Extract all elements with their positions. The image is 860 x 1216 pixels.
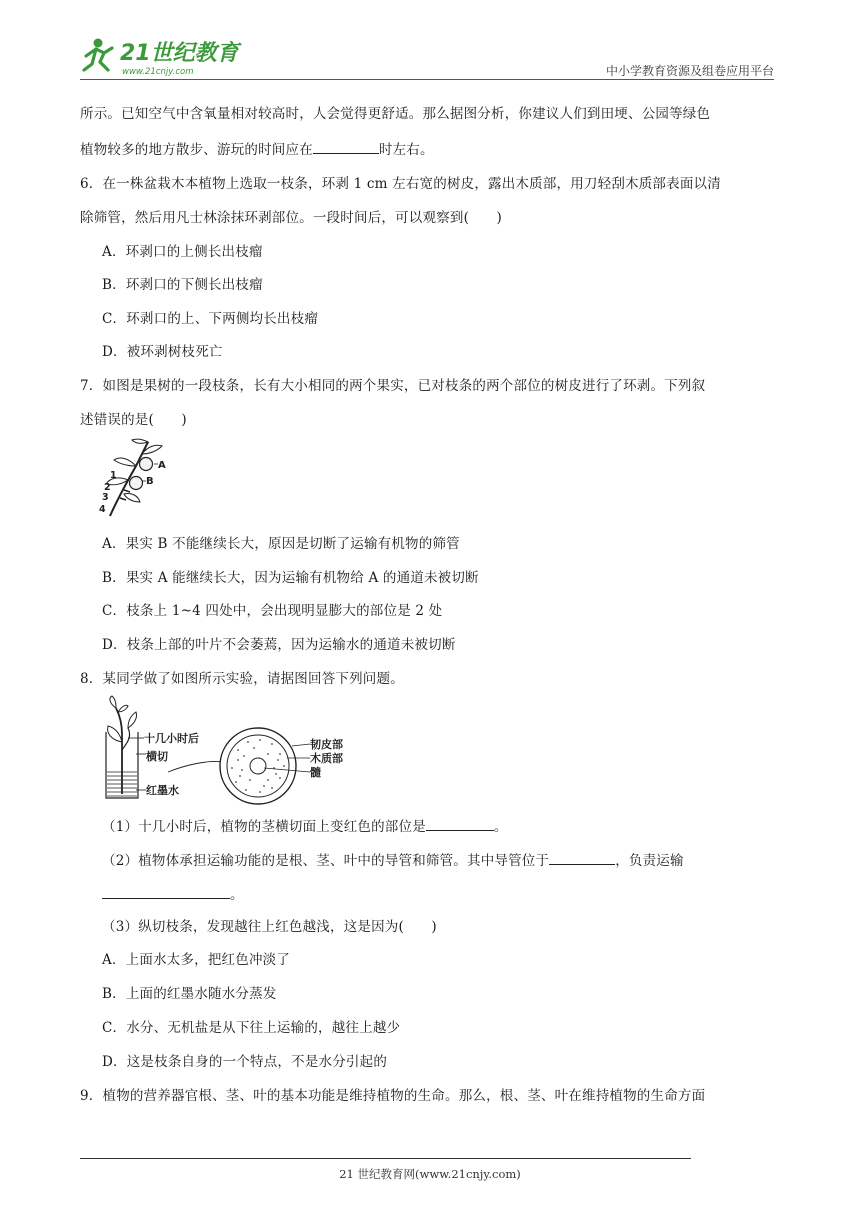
logo-sub-text: www.21cnjy.com [122, 67, 194, 77]
sub-question-2: （2）植物体承担运输功能的是根、茎、叶中的导管和筛管。其中导管位于 ，负责运输 [102, 850, 684, 871]
option-b: B．果实 A 能继续长大，因为运输有机物给 A 的通道未被切断 [102, 570, 479, 586]
platform-tagline: 中小学教育资源及组卷应用平台 [605, 64, 774, 78]
label-cross-cut: 横切 [146, 750, 168, 763]
option-a: A．上面水太多，把红色冲淡了 [102, 952, 291, 968]
question-9-stem: 9．植物的营养器官根、茎、叶的基本功能是维持植物的生命。那么，根、茎、叶在维持植物的生命方面 [80, 1088, 706, 1104]
answer-blank [549, 850, 615, 865]
option-c: C．水分、无机盐是从下往上运输的，越往上越少 [102, 1020, 401, 1036]
branch-fruit-figure [98, 436, 170, 518]
option-b: B．上面的红墨水随水分蒸发 [102, 986, 277, 1002]
label-pith: 髓 [310, 766, 321, 779]
text-line: 植物较多的地方散步、游玩的时间应在 时左右。 [80, 139, 434, 160]
option-c: C．枝条上 1~4 四处中，会出现明显膨大的部位是 2 处 [102, 603, 443, 619]
text-line: 所示。已知空气中含氧量相对较高时，人会觉得更舒适。那么据图分析，你建议人们到田埂、公园等绿色 [80, 106, 711, 122]
label-2: 2 [104, 482, 111, 493]
option-a: A．环剥口的上侧长出枝瘤 [102, 244, 263, 260]
question-7-stem: 7．如图是果树的一段枝条，长有大小相同的两个果实，已对枝条的两个部位的树皮进行了环剥。下列叙 [80, 378, 706, 394]
label-a: A [158, 460, 166, 471]
option-d: D．这是枝条自身的一个特点，不是水分引起的 [102, 1054, 388, 1070]
footer-divider [80, 1158, 691, 1159]
label-1: 1 [110, 470, 117, 481]
logo-main-text: 21世纪教育 [120, 41, 239, 66]
option-d: D．被环剥树枝死亡 [102, 344, 223, 360]
option-a: A．果实 B 不能继续长大，原因是切断了运输有机物的筛管 [102, 536, 460, 552]
label-3: 3 [102, 492, 109, 503]
sub-question-3: （3）纵切枝条，发现越往上红色越浅，这是因为( ) [102, 919, 437, 935]
label-xylem: 木质部 [310, 752, 343, 765]
label-after-hours: 十几小时后 [144, 732, 199, 745]
page-header [80, 28, 774, 80]
question-8-stem: 8．某同学做了如图所示实验，请据图回答下列问题。 [80, 671, 404, 687]
question-6-stem: 6．在一株盆栽木本植物上选取一枝条，环剥 1 cm 左右宽的树皮，露出木质部，用刀轻刮木质部表面以清 [80, 176, 721, 192]
label-phloem: 韧皮部 [310, 738, 343, 751]
answer-blank [426, 816, 494, 831]
question-6-stem: 除筛管，然后用凡士林涂抹环剥部位。一段时间后，可以观察到( ) [80, 210, 502, 226]
option-c: C．环剥口的上、下两侧均长出枝瘤 [102, 311, 319, 327]
option-b: B．环剥口的下侧长出枝瘤 [102, 277, 263, 293]
option-d: D．枝条上部的叶片不会萎蔫，因为运输水的通道未被切断 [102, 637, 456, 653]
fruit-b [130, 477, 143, 490]
sub-question-2-cont: 。 [102, 884, 244, 905]
label-4: 4 [99, 504, 106, 515]
page-footer: 21 世纪教育网(www.21cnjy.com) [339, 1167, 521, 1181]
label-b: B [146, 476, 154, 487]
sub-question-1: （1）十几小时后，植物的茎横切面上变红色的部位是 。 [102, 816, 508, 837]
answer-blank [313, 139, 379, 154]
question-7-stem: 述错误的是( ) [80, 412, 187, 428]
fruit-a [140, 458, 153, 471]
cross-section-pith [250, 758, 266, 774]
stem-cross-section-figure [98, 694, 348, 806]
label-red-ink: 红墨水 [146, 784, 179, 797]
site-logo [80, 34, 250, 78]
answer-blank [102, 884, 230, 899]
header-divider [80, 79, 774, 80]
runner-icon [84, 39, 112, 71]
